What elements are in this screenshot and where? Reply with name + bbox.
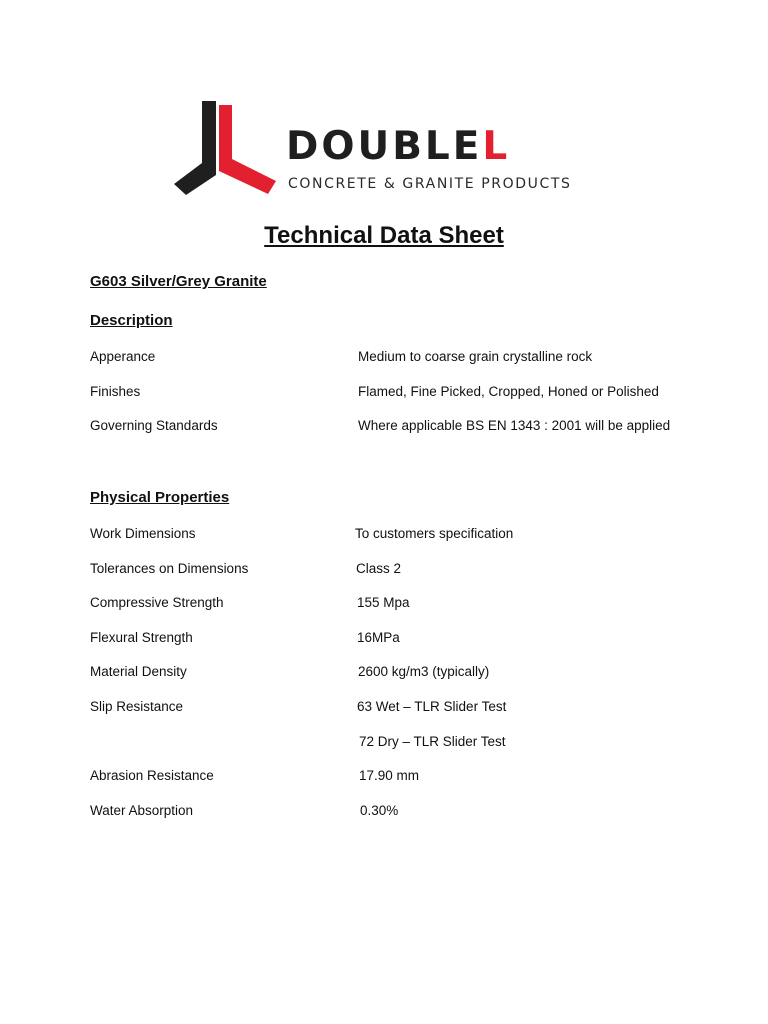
- row-value: Flamed, Fine Picked, Cropped, Honed or Polished: [358, 384, 659, 399]
- row-value: 2600 kg/m3 (typically): [358, 664, 490, 679]
- row-label: Water Absorption: [90, 803, 194, 818]
- row-value: Where applicable BS EN 1343 : 2001 will be applied: [358, 418, 671, 433]
- row-value: 72 Dry – TLR Slider Test: [359, 734, 506, 749]
- company-logo: [160, 95, 610, 200]
- brand-name: [286, 124, 511, 169]
- row-label: Material Density: [90, 664, 187, 679]
- row-label: Flexural Strength: [90, 630, 193, 645]
- description-heading: Description: [90, 312, 173, 329]
- logo-mark-red-shape: [219, 105, 276, 194]
- physical-properties-heading: Physical Properties: [90, 489, 230, 506]
- brand-tagline: CONCRETE & GRANITE PRODUCTS: [288, 176, 572, 192]
- row-label: Finishes: [90, 384, 141, 399]
- product-name: G603 Silver/Grey Granite: [90, 273, 267, 290]
- double-l-logo-mark: [172, 99, 278, 195]
- row-value: Class 2: [356, 561, 402, 576]
- row-value: 155 Mpa: [357, 595, 410, 610]
- brand-name-main: DOUBLE: [286, 124, 483, 169]
- row-label: Abrasion Resistance: [90, 768, 214, 783]
- row-label: Apperance: [90, 349, 156, 364]
- row-value: 0.30%: [360, 803, 399, 818]
- row-label: Governing Standards: [90, 418, 218, 433]
- row-value: To customers specification: [355, 526, 514, 541]
- row-value: 17.90 mm: [359, 768, 420, 783]
- row-value: 63 Wet – TLR Slider Test: [357, 699, 507, 714]
- row-label: Work Dimensions: [90, 526, 196, 541]
- document-title: Technical Data Sheet: [264, 222, 504, 249]
- row-value: 16MPa: [357, 630, 400, 645]
- row-label: Slip Resistance: [90, 699, 184, 714]
- row-value: Medium to coarse grain crystalline rock: [358, 349, 593, 364]
- row-label: Compressive Strength: [90, 595, 224, 610]
- logo-mark-dark-shape: [174, 101, 216, 195]
- brand-name-accent: L: [482, 124, 511, 169]
- row-label: Tolerances on Dimensions: [90, 561, 249, 576]
